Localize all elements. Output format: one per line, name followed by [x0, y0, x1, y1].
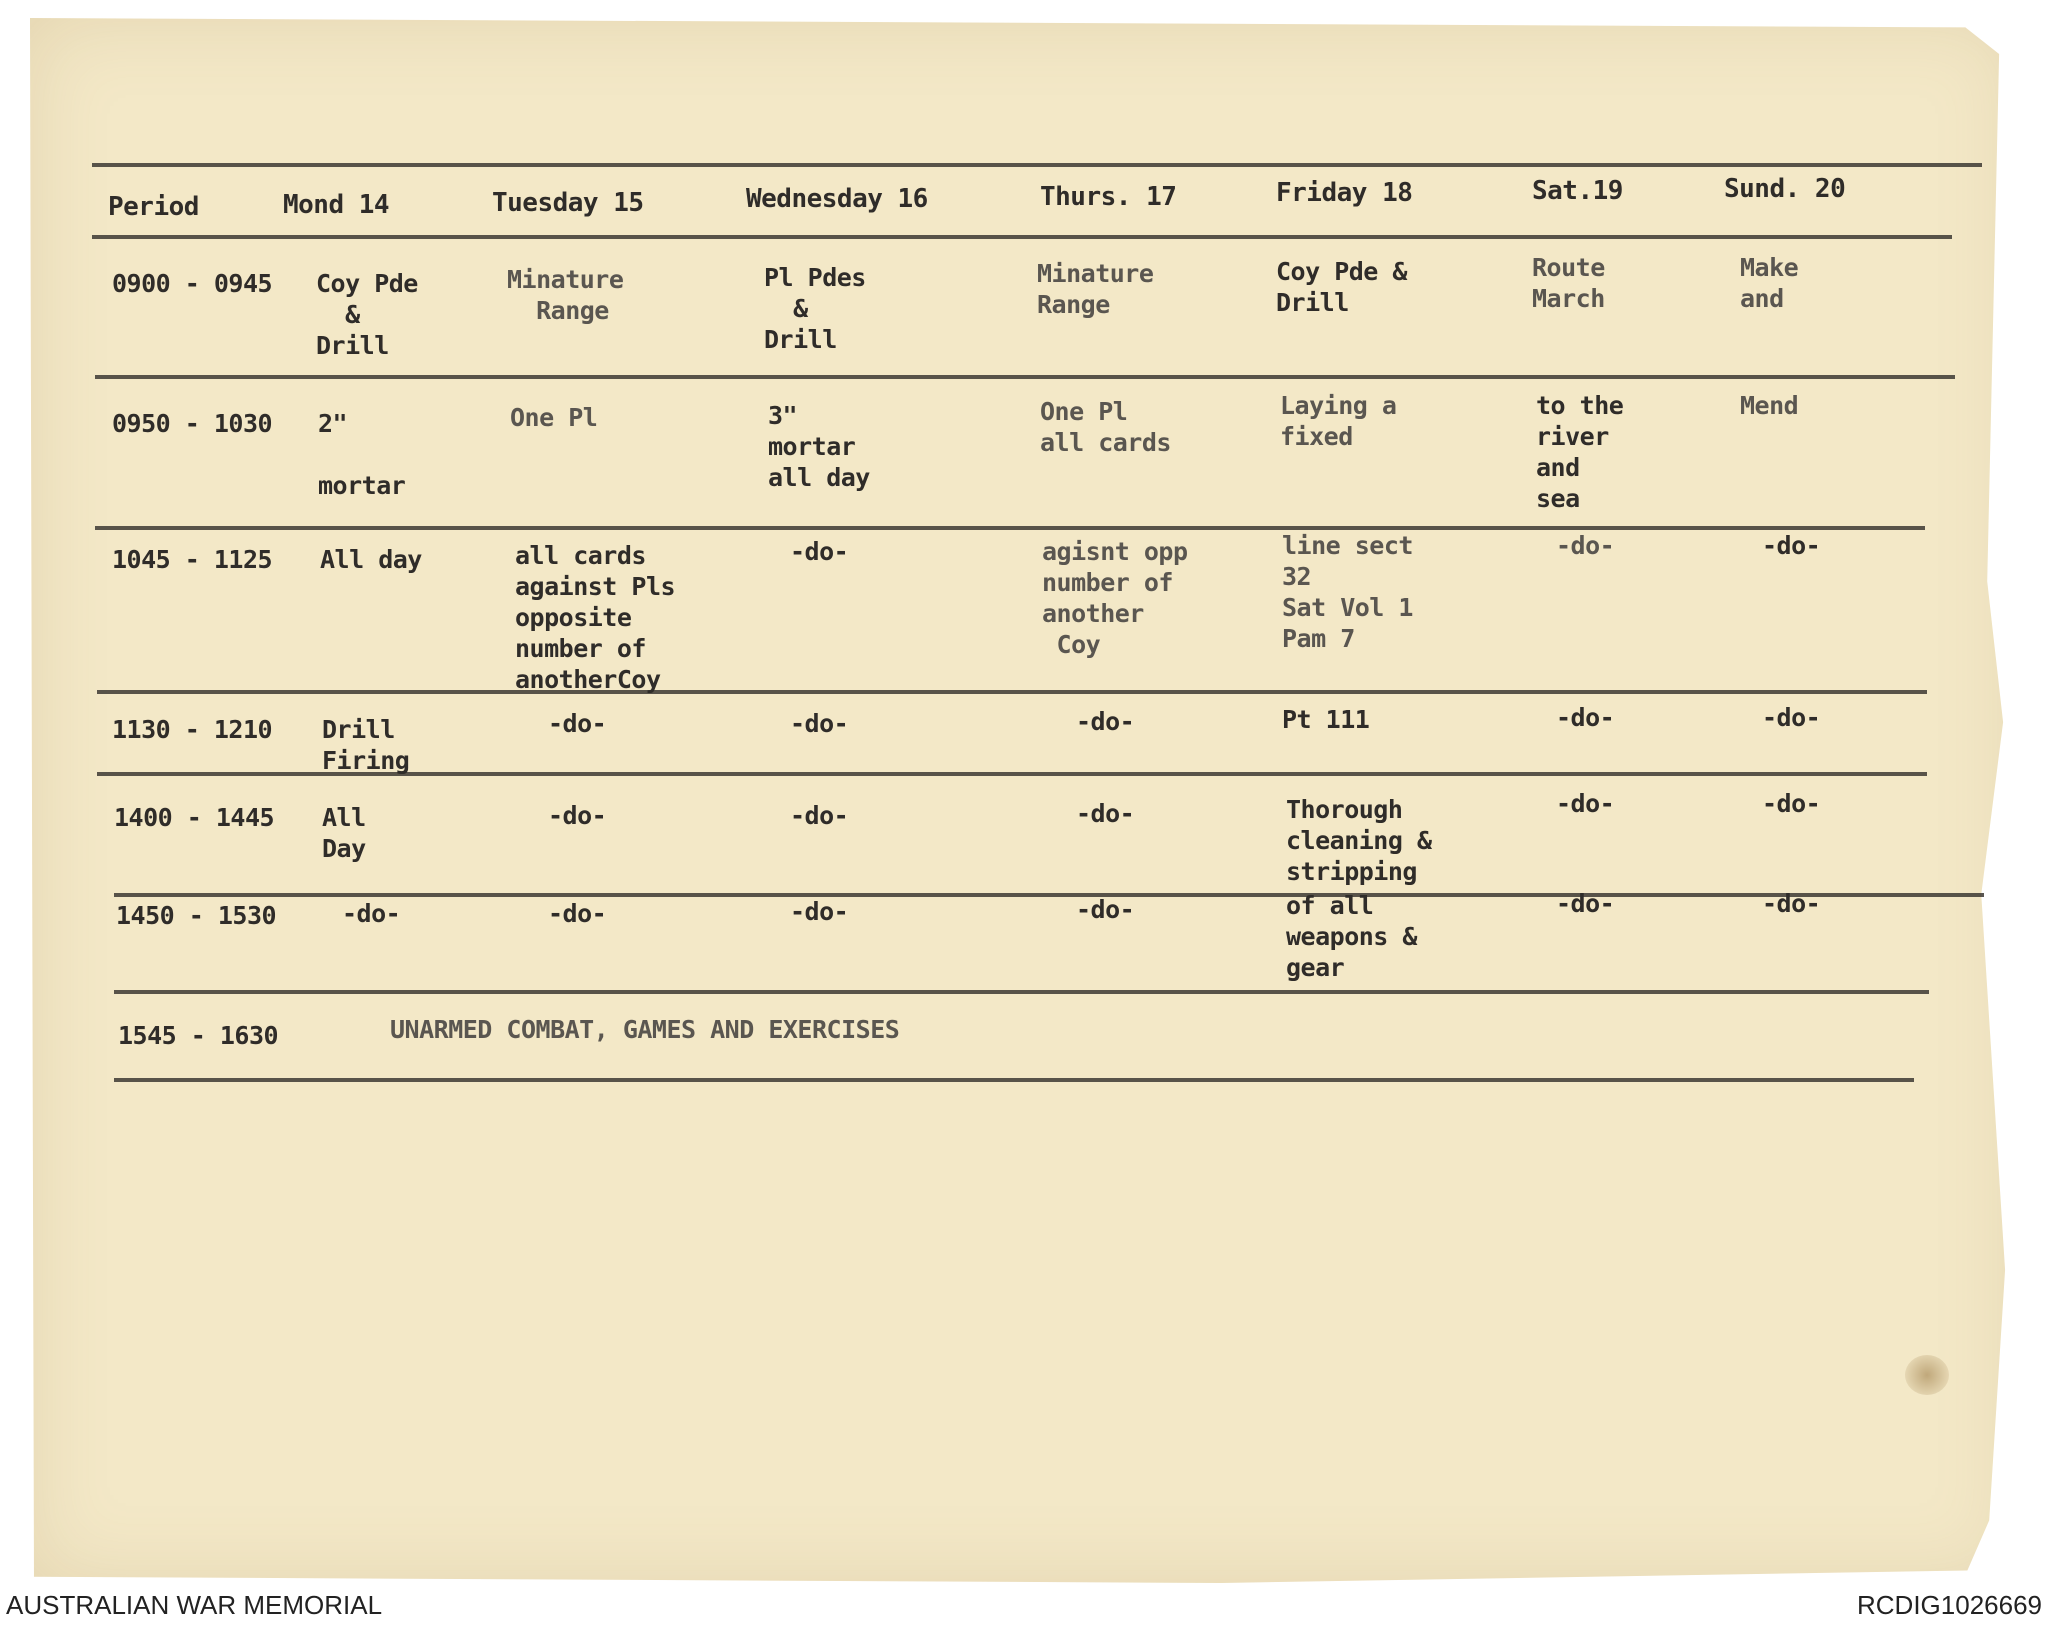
schedule-cell: Coy Pde & Drill: [1276, 257, 1407, 317]
header-day-tue: Tuesday 15: [492, 188, 644, 218]
schedule-cell: -do-: [342, 899, 401, 928]
header-period: Period: [108, 192, 199, 222]
period-cell: 0900 - 0945: [112, 269, 273, 298]
schedule-cell: 2" mortar: [318, 409, 406, 500]
schedule-cell: to the river and sea: [1536, 391, 1624, 513]
header-day-fri: Friday 18: [1276, 178, 1413, 208]
schedule-cell: Make and: [1740, 253, 1799, 313]
period-cell: 1130 - 1210: [112, 715, 273, 744]
rule-row-2: [95, 526, 1925, 530]
schedule-cell: of all weapons & gear: [1286, 891, 1417, 982]
schedule-cell: line sect 32 Sat Vol 1 Pam 7: [1282, 531, 1413, 653]
header-day-mon: Mond 14: [283, 190, 390, 220]
schedule-cell: all cards against Pls opposite number of anotherCoy: [515, 541, 676, 694]
period-cell: 1545 - 1630: [118, 1021, 279, 1050]
rule-row-5: [114, 893, 1984, 897]
schedule-cell: -do-: [1076, 707, 1135, 736]
header-day-thu: Thurs. 17: [1040, 182, 1177, 212]
period-cell: 1045 - 1125: [112, 545, 273, 574]
rule-row-6: [114, 990, 1929, 994]
schedule-cell: -do-: [1556, 531, 1615, 560]
schedule-cell: -do-: [790, 709, 849, 738]
period-cell: 1400 - 1445: [114, 803, 275, 832]
schedule-cell: -do-: [1556, 703, 1615, 732]
schedule-cell: Thorough cleaning & stripping: [1286, 795, 1432, 886]
schedule-cell: All day: [320, 545, 422, 574]
schedule-cell: 3" mortar all day: [768, 401, 870, 492]
header-day-sat: Sat.19: [1532, 176, 1623, 206]
schedule-cell: Drill Firing: [322, 715, 410, 775]
schedule-cell: -do-: [1556, 889, 1615, 918]
schedule-cell: -do-: [790, 801, 849, 830]
schedule-cell: Coy Pde & Drill: [316, 269, 418, 360]
footer-catalog-id: RCDIG1026669: [1857, 1590, 2042, 1620]
schedule-cell: -do-: [1762, 789, 1821, 818]
schedule-cell: -do-: [790, 537, 849, 566]
schedule-cell: Mend: [1740, 391, 1799, 420]
schedule-cell: -do-: [548, 709, 607, 738]
schedule-cell: agisnt opp number of another Coy: [1042, 537, 1188, 659]
period-cell: 0950 - 1030: [112, 409, 273, 438]
schedule-cell: -do-: [1556, 789, 1615, 818]
schedule-cell: One Pl: [510, 403, 598, 432]
rule-header-bottom: [92, 235, 1952, 239]
rule-row-3: [97, 690, 1927, 694]
paper-stain: [1905, 1355, 1949, 1395]
schedule-cell: -do-: [548, 801, 607, 830]
schedule-note: UNARMED COMBAT, GAMES AND EXERCISES: [390, 1015, 900, 1044]
rule-bottom: [114, 1078, 1914, 1082]
schedule-cell: -do-: [1762, 531, 1821, 560]
schedule-cell: One Pl all cards: [1040, 397, 1171, 457]
footer-institution: AUSTRALIAN WAR MEMORIAL: [6, 1590, 383, 1620]
schedule-cell: Pt 111: [1282, 705, 1370, 734]
schedule-cell: -do-: [1076, 895, 1135, 924]
rule-top: [92, 163, 1982, 167]
header-day-sun: Sund. 20: [1724, 174, 1846, 204]
schedule-cell: Laying a fixed: [1280, 391, 1397, 451]
period-cell: 1450 - 1530: [116, 901, 277, 930]
schedule-cell: -do-: [790, 897, 849, 926]
schedule-cell: -do-: [1762, 889, 1821, 918]
schedule-cell: Route March: [1532, 253, 1605, 313]
schedule-cell: Minature Range: [507, 265, 624, 325]
header-day-wed: Wednesday 16: [746, 184, 928, 214]
document-page: [30, 18, 2015, 1583]
schedule-cell: -do-: [1762, 703, 1821, 732]
schedule-cell: Minature Range: [1037, 259, 1154, 319]
rule-row-1: [95, 375, 1955, 379]
schedule-cell: All Day: [322, 803, 366, 863]
schedule-cell: -do-: [1076, 799, 1135, 828]
schedule-cell: Pl Pdes & Drill: [764, 263, 866, 354]
schedule-cell: -do-: [548, 899, 607, 928]
